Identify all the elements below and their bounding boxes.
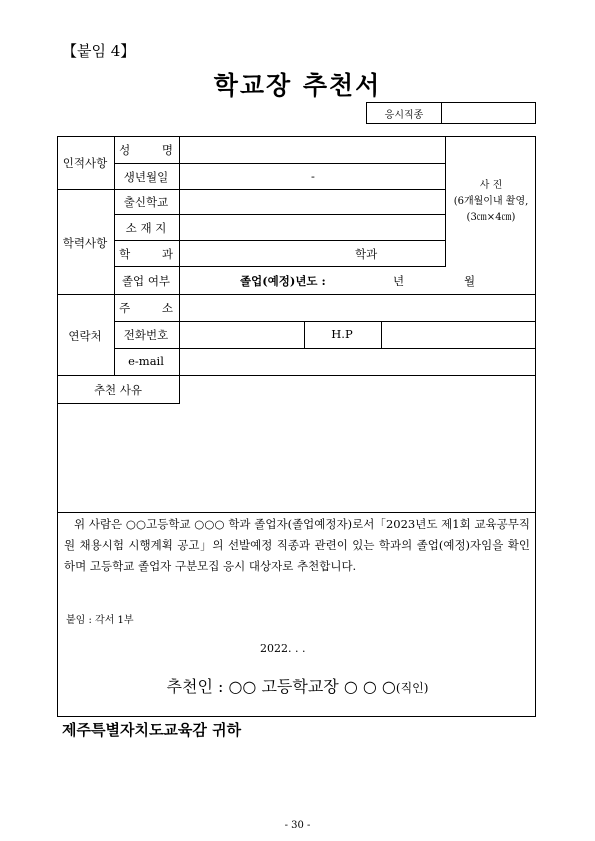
phone-input[interactable] [180, 322, 304, 348]
email-label: e-mail [128, 354, 164, 368]
address-input[interactable] [180, 295, 535, 321]
rule [114, 266, 446, 267]
department-label: 학 과 [119, 247, 187, 261]
photo-note: (6개월이내 촬영, [453, 196, 529, 207]
rule [114, 240, 446, 241]
department-input[interactable]: 학과 [355, 247, 378, 261]
birthdate-input[interactable]: - [311, 169, 315, 183]
location-input[interactable] [180, 215, 445, 240]
graduation-month-unit[interactable]: 월 [464, 274, 476, 288]
section-personal: 인적사항 [62, 156, 108, 170]
attachment-line: 붙임 : 각서 1부 [66, 615, 134, 626]
email-input[interactable] [180, 349, 535, 375]
name-input[interactable] [180, 137, 445, 163]
recommender-line [0, 674, 595, 697]
apply-field-input[interactable] [441, 102, 536, 124]
photo-label: 사 진 [479, 180, 503, 191]
photo-size: (3㎝×4㎝) [466, 212, 516, 223]
graduation-label: 졸업 여부 [121, 274, 171, 288]
attachment-tag: 【붙임 4】 [62, 42, 136, 60]
graduation-year-unit[interactable]: 년 [393, 274, 405, 288]
birthdate-label: 생년월일 [123, 170, 169, 184]
rule [57, 375, 536, 376]
photo-box [445, 178, 537, 226]
phone-label: 전화번호 [123, 328, 169, 342]
location-label: 소 재 지 [125, 221, 167, 235]
school-input[interactable] [180, 190, 445, 214]
graduation-year-label: 졸업(예정)년도 : [240, 274, 326, 288]
hp-input[interactable] [382, 322, 535, 348]
recommender-text: 추천인 : ○○ 고등학교장 ○ ○ ○ [166, 677, 396, 696]
name-label: 성 명 [119, 143, 187, 157]
apply-field-label: 응시직종 [366, 102, 442, 124]
reason-input[interactable] [58, 404, 535, 511]
addressee: 제주특별자치도교육감 귀하 [62, 721, 242, 739]
recommendation-statement: 위 사람은 ○○고등학교 ○○○ 학과 졸업자(졸업예정자)로서「2023년도 제1회 교육공무직원 채용시험 시행계획 공고」의 선발예정 직종과 관련이 있는 학과의 졸업(예정)자임을 확인하며 고등학교 졸업자 구분모집 응시 대상자로 추천합니다. [64, 517, 530, 573]
rule [114, 163, 446, 164]
rule [57, 512, 536, 513]
rule [304, 321, 305, 348]
hp-label: H.P [331, 327, 353, 341]
section-education: 학력사항 [62, 236, 108, 250]
section-contact: 연락처 [68, 329, 102, 343]
section-reason: 추천 사유 [93, 383, 143, 397]
date-line: 2022. . . [260, 642, 306, 655]
school-label: 출신학교 [123, 195, 169, 209]
document-title: 학교장 추천서 [213, 71, 382, 100]
rule [114, 136, 115, 375]
page-number: - 30 - [284, 820, 311, 831]
address-label: 주 소 [119, 301, 187, 315]
seal-mark: (직인) [395, 681, 429, 695]
